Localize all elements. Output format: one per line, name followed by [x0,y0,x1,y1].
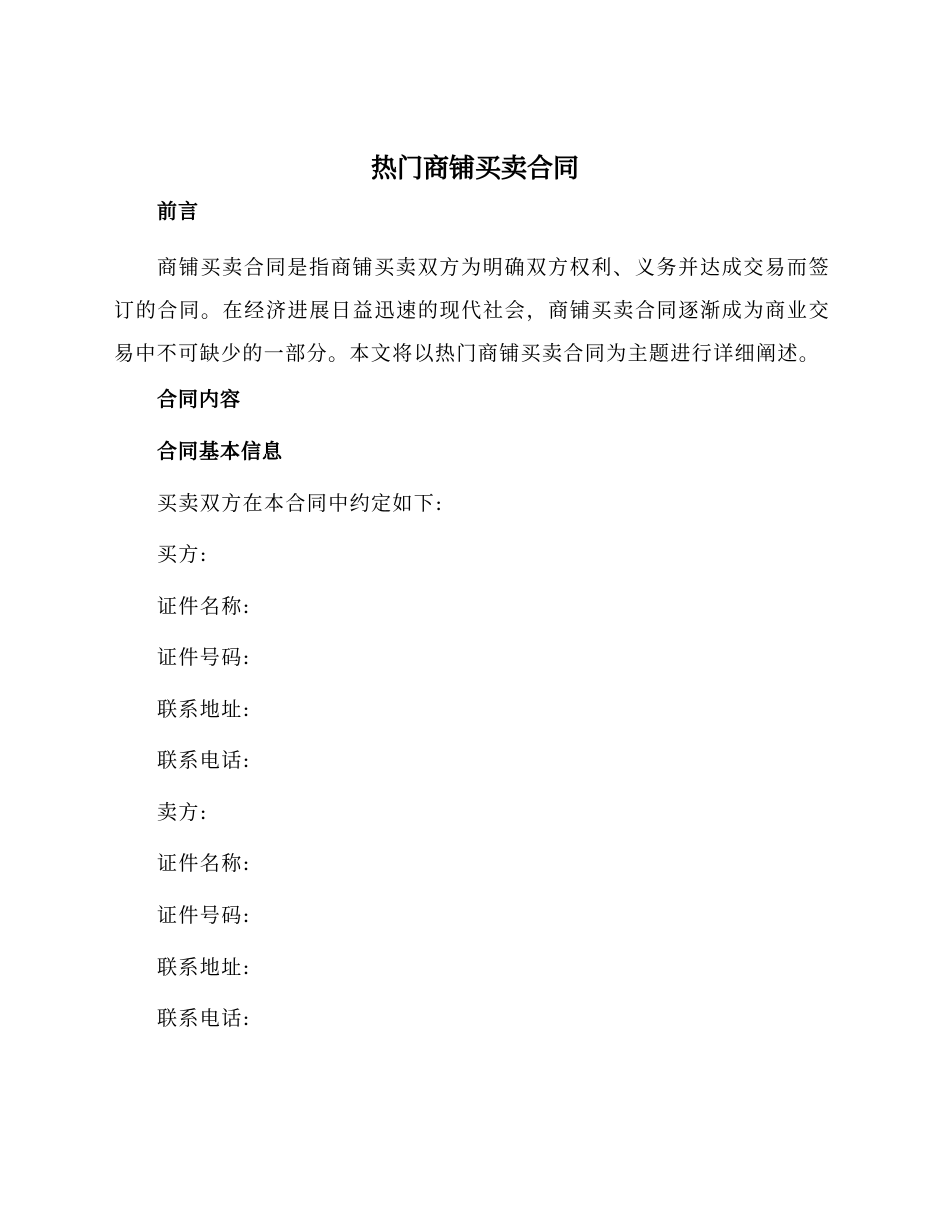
contract-content-heading: 合同内容 [157,387,241,411]
seller-id-name-label: 证件名称: [157,851,251,875]
seller-id-number-label: 证件号码: [157,903,251,927]
buyer-id-number-label: 证件号码: [157,645,251,669]
preface-paragraph: 商铺买卖合同是指商铺买卖双方为明确双方权利、义务并达成交易而签订的合同。在经济进展日益迅速的现代社会，商铺买卖合同逐渐成为商业交易中不可缺少的一部分。本文将以热门商铺买卖合同为主题进行详细阐述。 [114,255,830,365]
buyer-phone-label: 联系电话: [157,748,251,772]
preface-heading: 前言 [157,199,199,223]
seller-label: 卖方: [157,800,208,824]
buyer-address-label: 联系地址: [157,697,251,721]
agreement-intro: 买卖双方在本合同中约定如下: [157,491,444,515]
seller-address-label: 联系地址: [157,955,251,979]
document-title: 热门商铺买卖合同 [370,154,579,184]
seller-phone-label: 联系电话: [157,1006,251,1030]
basic-info-heading: 合同基本信息 [157,439,283,463]
buyer-label: 买方: [157,542,208,566]
buyer-id-name-label: 证件名称: [157,594,251,618]
